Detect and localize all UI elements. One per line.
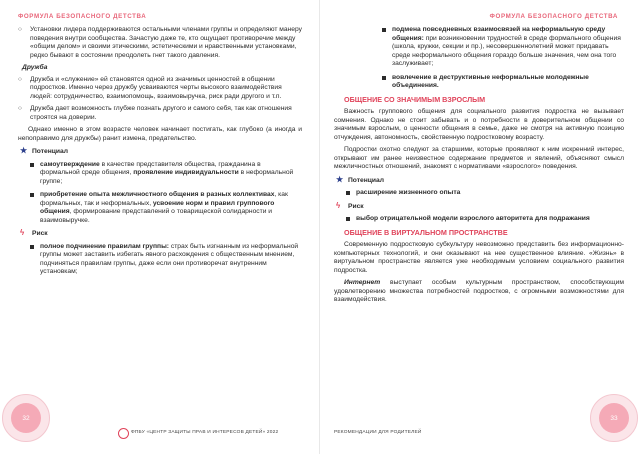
- paragraph: Подростки охотно следуют за старшими, которые проявляют к ним искренний интерес, открывают им ранее неизвестное содержание предметов и явлений, объясняют смысл межличностных отношений, знакомят с нормативами «взрослого» поведения.: [334, 146, 624, 170]
- page-number: 33: [599, 403, 629, 433]
- risk-label: ϟ Риск: [336, 200, 364, 210]
- lightning-icon: ϟ: [20, 228, 25, 237]
- list-item: полное подчинение правилам группы: страх быть изгнанным из неформальной группы может заставить избегать явного расхождения с общественным мнением, подчиняться правилам группы, даже если они противоречат внутренним установкам;: [26, 243, 302, 277]
- circle-bullet-icon: ○: [18, 26, 22, 33]
- square-bullet-icon: [382, 76, 386, 80]
- footer-text: ФПБУ «ЦЕНТР ЗАЩИТЫ ПРАВ И ИНТЕРЕСОВ ДЕТЕЙ» 2022: [131, 430, 279, 435]
- risk-label: ϟ Риск: [20, 228, 48, 237]
- page-number-badge: [590, 394, 638, 442]
- list-item: выбор отрицательной модели взрослого авторитета для подражания: [342, 215, 624, 224]
- footer-text: РЕКОМЕНДАЦИИ ДЛЯ РОДИТЕЛЕЙ: [334, 430, 422, 435]
- list-item: приобретение опыта межличностного общения в разных коллективах, как формальных, так и неформальных, усвоение норм и правил группового общения, формирование представлений о товарищеской солидарности и взаимовыручке.: [26, 191, 302, 225]
- list-item: ○ Установки лидера поддерживаются остальными членами группы и определяют манеру поведения внутри сообщества. Зачастую даже те, кто ощущает противоречие между «общим делом» и своими этическими, эстетическими и нравственными установками, редко бывают в состоянии преодолеть гнет такого давления.: [18, 26, 302, 59]
- paragraph: Важность группового общения для социального развития подростка не вызывает сомнения. Однако не стоит забывать и о потребности в доверительном общении со значимым взрослым, о ценности общения в семье, даже не смотря на активную позицию отчуждения, автономность, свойственную подростковому возрасту.: [334, 108, 624, 141]
- potential-label: ★ Потенциал: [336, 174, 384, 184]
- paragraph: Современную подростковую субкультуру невозможно представить без информационно-компьютерных технологий, и они оказывают на нее существенное влияние. «Жизнь» в виртуальном пространстве является уже необходимым условием социального развития подростка.: [334, 241, 624, 274]
- list-item: самоутверждение в качестве представителя общества, гражданина в формальной среде общения, проявление индивидуальности в неформальной группе;: [26, 161, 302, 187]
- paragraph: Интернет выступает особым культурным пространством, способствующим удовлетворению множества потребностей подростков, с огромными возможностями для взаимодействия.: [334, 279, 624, 303]
- right-content: [334, 26, 624, 309]
- running-header: ФОРМУЛА БЕЗОПАСНОГО ДЕТСТВА: [18, 13, 147, 20]
- square-bullet-icon: [30, 245, 34, 249]
- square-bullet-icon: [382, 28, 386, 32]
- star-icon: ★: [20, 146, 28, 155]
- circle-bullet-icon: ○: [18, 105, 22, 112]
- right-page: [320, 0, 640, 454]
- square-bullet-icon: [30, 193, 34, 197]
- square-bullet-icon: [30, 163, 34, 167]
- circle-bullet-icon: ○: [18, 75, 22, 83]
- list-item: вовлечение в деструктивные неформальные молодежные объединения.: [378, 74, 624, 91]
- page-number-badge: [2, 394, 50, 442]
- square-bullet-icon: [346, 191, 350, 195]
- section-title: ОБЩЕНИЕ СО ЗНАЧИМЫМ ВЗРОСЛЫМ: [344, 94, 486, 104]
- list-item: подмена повседневных взаимосвязей на неформальную среду общения: при возникновении трудностей в среде формального общения (школа, кружки, секции и пр.), несовершеннолетний может придавать среде неформального общения гораздо больше значения, чем она того заслуживает;: [378, 26, 624, 69]
- left-content: [18, 26, 302, 282]
- square-bullet-icon: [346, 217, 350, 221]
- potential-label: ★ Потенциал: [20, 146, 68, 155]
- star-icon: ★: [336, 174, 344, 184]
- list-item: ○ Дружба дает возможность глубже познать другого и самого себя, так как отношения строятся на доверии.: [18, 105, 292, 121]
- list-item: ○ Дружба и «служение» ей становятся одной из значимых ценностей в общении подростков. Именно через дружбу усваиваются черты высокого взаимодействия людей: сотрудничество, взаимопомощь, взаимовыручка, риск ради другого и т.п.: [18, 75, 282, 100]
- list-item: расширение жизненного опыта: [342, 189, 624, 198]
- paragraph: Однако именно в этом возрасте человек начинает постигать, как глубоко (а иногда и непоправимо для дружбы) ранит измена, предательство.: [18, 126, 302, 142]
- page-number: 32: [11, 403, 41, 433]
- lightning-icon: ϟ: [336, 200, 341, 210]
- running-header: ФОРМУЛА БЕЗОПАСНОГО ДЕТСТВА: [489, 13, 618, 20]
- section-subtitle: Дружба: [22, 64, 48, 71]
- organization-logo-icon: [118, 428, 129, 439]
- section-title: ОБЩЕНИЕ В ВИРТУАЛЬНОМ ПРОСТРАНСТВЕ: [344, 227, 508, 237]
